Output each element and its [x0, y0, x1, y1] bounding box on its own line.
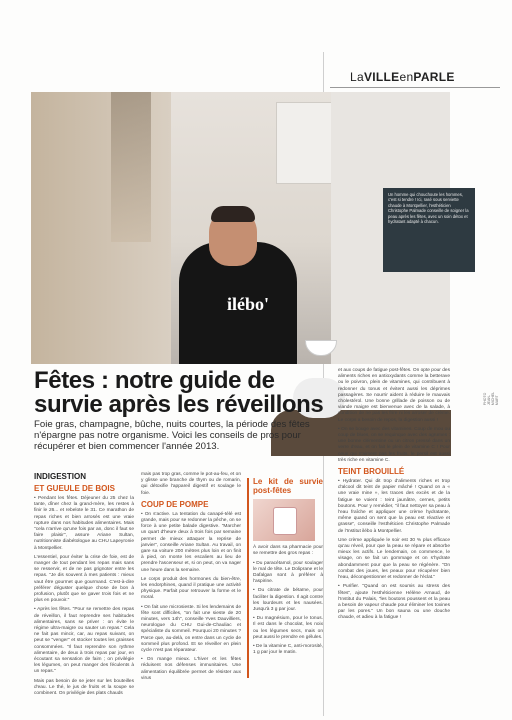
col3-paragraph: et aux coups de fatigue post-fêtes. On opte pour des aliments riches en antioxydants comme la betterave ou le poivron, plein de vitamines, qui contribuent à redonner du tonus et évitent aussi les déprimes passagères. Se nourrir aident à réduire le mauvais cholestérol. Une bonne grillade de poisson ou de viande maigre est bienvenue avec de la salade, à condition de ne pas les frire ni les arroser de crème. Le corps a besoin de repos, la digestion aussi !: [338, 368, 450, 423]
kit-paragraph: • Du paracétamol, pour soulager le mal de tête. Le Doliprane et le Dafalgan sont à préférer à l'aspirine.: [253, 560, 323, 585]
section-head-teint-brouille: TEINT BROUILLÉ: [338, 467, 405, 477]
column-1: [34, 472, 134, 700]
kit-photo: [253, 499, 315, 541]
survival-kit-box: [247, 478, 323, 678]
kit-paragraph: • Du citrate de bétaïne, pour faciliter la digestion. Il agit contre les lourdeurs et les nausées. Jusqu'à 3 g par jour.: [253, 588, 323, 613]
photo-caption-box: [383, 188, 475, 272]
photo-shirt-logo: ilébo': [227, 294, 270, 314]
col2-paragraph: mais pas trop gras, comme le pot-au-feu, et on y glisse une branche de thym ou de romarin, qui détoxifie l'appareil digestif et soulage le foie.: [141, 472, 241, 496]
article-lead: Foie gras, champagne, bûche, nuits courtes, la période des fêtes n'épargne pas notre organisme. Voici les conseils de pros pour récupérer et bien commencer l'année 2013.: [34, 419, 310, 452]
rubric-part-la: La: [350, 70, 364, 84]
col3-paragraph: • Purifier. "Quand on est soumis au stress des fêtes", ajoute l'esthéticienne Hélène Arnaud, de l'Institut du Palais, "les boutons poussent et la peau a besoin de vapeur chaude pour éliminer les toxines par les pores." Un bon sauna ou une douche chaude, et adieu à la fatigue !: [338, 584, 450, 621]
section-head-indigestion: INDIGESTION: [34, 472, 87, 481]
rubric-part-parle: PARLE: [413, 70, 455, 84]
column-2: [141, 472, 241, 685]
col2-paragraph: • On s'active. La tentation du canapé-télé est grande, mais pour se redonner la pêche, on se force à une petite balade digestive. "Marcher un quart d'heure deux à trois fois par semaine permet de mieux attaquer la reprise de janvier", conseille Ariane Sultan. Au travail, on gare sa voiture 200 mètres plus loin et on finit à pied, on monte les escaliers au lieu de prendre l'ascenseur et, si on peut, on va nager une heure dans la semaine.: [141, 511, 241, 573]
rubric-header: [350, 70, 455, 84]
kit-paragraph: • De la vitamine C, anti-morosité, 1 g par jour le matin.: [253, 644, 323, 656]
col1-paragraph: L'essentiel, pour éviter la crise de foie, est de manger de tout pendant les repas mais sans se resservir, et de ne pas grignoter entre les repas. "Je dis souvent à mes patients : mieux vaut être gourmet que gourmand. C'est-à-dire préférer déguster quelque chose de bon à profusion, plutôt que se gaver trois fois et ne plus en pouvoir.": [34, 554, 134, 604]
col3-paragraph: • On se bouge avec des vitamines. Coup de mou ou coup de blues, on se requinque avec des agrumes : une bonne clémentine ou un citron pressé dans un verre d'eau, et on fait le plein de vitamine C ! Pour ceux qui n'aiment pas les fruits, le persil est aussi très riche en vitamine C.: [338, 426, 450, 463]
kit-paragraph: À avoir dans sa pharmacie pour se remettre des gros repas :: [253, 545, 323, 557]
kit-paragraph: • Du magnésium, pour le tonus. Il est dans le chocolat, les noix ou les légumes secs, mais on peut aussi le prendre en gélules.: [253, 616, 323, 640]
section-head-coup-de-pompe: COUP DE POMPE: [141, 499, 209, 509]
column-3: [338, 368, 450, 625]
col1-paragraph: • Pendant les fêtes. Déjeuner du 25 chez la tante, dîner chez la grand-mère, les restes à finir le 26... et rebelote le 31. Ce marathon de repas riches et bien arrosés est une vraie rupture dans nos habitudes alimentaires. Mais "cela n'arrive qu'une fois par an, donc il faut se faire plaisir", assure Ariane Sultan, nutritionniste diabétologue au CHU Lapeyronie à Montpellier.: [34, 496, 134, 551]
photo-cabinet: [276, 102, 338, 184]
col2-paragraph: • On mange mieux. L'hiver et les fêtes réduisent nos défenses immunitaires. Une alimentation équilibrée permet de résister aux virus: [141, 657, 241, 681]
rubric-part-ville: VILLE: [363, 70, 400, 84]
photo-caption: Un homme qui chouchoute les hommes, c'est si tendre ! Ici, rasé sous serviette chaude à Montpellier, l'esthéticien Christophe Palmade conseille de soigner la peau après les fêtes, avec un soin détox et hydratant adapté à chacun.: [388, 192, 469, 225]
article-headline: Fêtes : notre guide de survie après les réveillons: [34, 367, 324, 418]
photo-esthetician-hair: [211, 206, 255, 222]
col3-paragraph: Une crème appliquée le soir est 30 % plus efficace qu'au réveil, pour que la peau se répare et absorbe mieux les actifs. Le lendemain, on commence, le visage, on se fait un gommage et on s'hydrate abondamment pour que la peau se régénère. "On combat des joues, les peaux pour récupérer bien l'eau, décongestionner et redonner de l'éclat.": [338, 537, 450, 581]
kit-title: Le kit de survie post-fêtes: [253, 477, 323, 495]
photo-lamp: [111, 92, 151, 242]
col2-paragraph: Le corps produit des hormones du bien-être, les endorphines, quand il pratique une activité physique. Parfait pour retrouver la forme et le moral.: [141, 576, 241, 601]
rubric-part-en: en: [399, 70, 414, 84]
header-rule: [330, 87, 500, 88]
col1-paragraph: • Après les fêtes. "Pour se remettre des repas de réveillon, il faut reprendre ses habitudes alimentaires, sans se priver : on évite le régime ultra-maigre ou sauter un repas." Cela ne fait pas mincir, car, au repas suivant, on peut se "venger" et stocker toutes les graisses consommées. "Il faut reprendre son rythme alimentaire, de deux à trois repas par jour, en écoutant sa sensation de faim ; on privilégie les légumes, on peut manger des féculents à un repas.": [34, 607, 134, 675]
col1-paragraph: Mais pas besoin de se jeter sur les bouteilles d'eau. Le thé, le jus de fruits et la soupe se combinent. On privilégie des plats chauds: [34, 678, 134, 697]
col3-paragraph: • Hydrater. Qui dit trop d'aliments riches et trop d'alcool dit teint de papier mâché ! Quand on a « une vraie mine », les traces des excès et de la fatigue se voient : teint jaunâtre, cernes, petits boutons. Pour y remédier, "il faut nettoyer sa peau à l'eau fraîche et appliquer une crème hydratante, même quand on sent que la peau est réactive et grasse", conseille l'esthéticien Christophe Palmade de l'Institut ilébo à Montpellier.: [338, 479, 450, 534]
section-head-gueule-de-bois: ET GUEULE DE BOIS: [34, 484, 115, 493]
col2-paragraph: • On fait une microsieste. Si les lendemains de fête sont difficiles, "on fait une sieste de 20 minutes, vers 14h", conseille Yves Dauvilliers, neurologue du CHU Gui-de-Chauliac et spécialiste du sommeil. Pourquoi 20 minutes ? Parce que, au-delà, on entre dans un cycle de sommeil plus profond. Et se réveiller en plein cycle n'est pas réparateur.: [141, 604, 241, 654]
photo-credit: PHOTO JEAN-MICHEL MART: [483, 391, 499, 406]
